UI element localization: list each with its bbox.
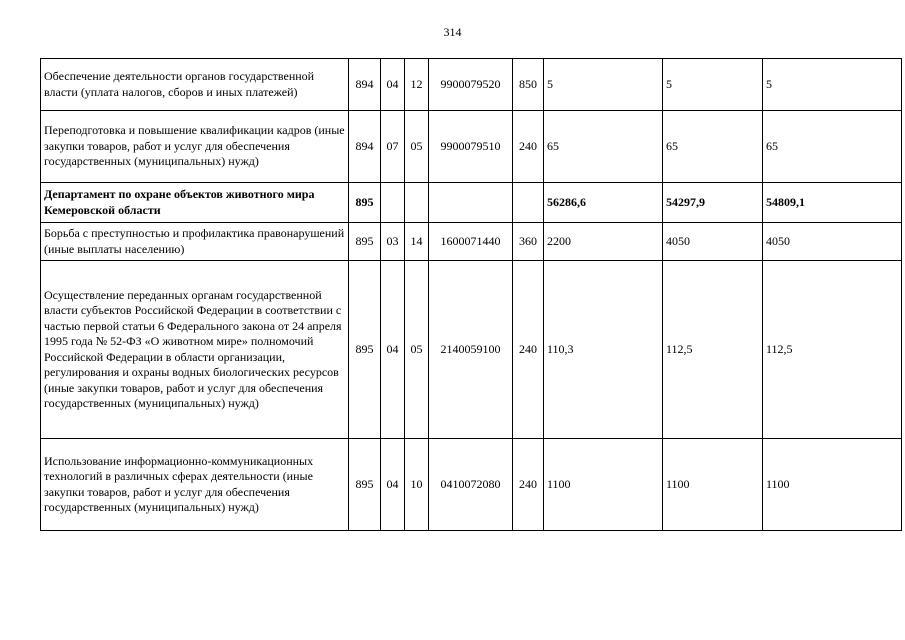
section-code: 07 (381, 111, 405, 183)
expense-type-code: 360 (513, 223, 544, 261)
table-row (41, 223, 902, 261)
row-description: Использование информационно-коммуникационных технологий в различных сферах деятельности (иные закупки товаров, работ и услуг для обеспечения государственных (муниципальных) нужд) (41, 439, 349, 531)
row-description: Департамент по охране объектов животного мира Кемеровской области (41, 183, 349, 223)
row-description: Переподготовка и повышение квалификации кадров (иные закупки товаров, работ и услуг для обеспечения государственных (муниципальных) нужд) (41, 111, 349, 183)
amount-year-3: 54809,1 (763, 183, 902, 223)
budget-table (40, 58, 902, 531)
grbs-code: 894 (349, 59, 381, 111)
section-code (381, 183, 405, 223)
subsection-code: 12 (405, 59, 429, 111)
grbs-code: 895 (349, 223, 381, 261)
expense-type-code: 240 (513, 261, 544, 439)
expense-type-code: 240 (513, 439, 544, 531)
amount-year-1: 2200 (544, 223, 663, 261)
table-row (41, 261, 902, 439)
amount-year-2: 54297,9 (663, 183, 763, 223)
table-row-department (41, 183, 902, 223)
section-code: 03 (381, 223, 405, 261)
amount-year-3: 1100 (763, 439, 902, 531)
grbs-code: 895 (349, 439, 381, 531)
amount-year-2: 5 (663, 59, 763, 111)
section-code: 04 (381, 261, 405, 439)
table-row (41, 111, 902, 183)
grbs-code: 895 (349, 261, 381, 439)
amount-year-2: 4050 (663, 223, 763, 261)
row-description: Борьба с преступностью и профилактика правонарушений (иные выплаты населению) (41, 223, 349, 261)
amount-year-1: 65 (544, 111, 663, 183)
table-row (41, 439, 902, 531)
amount-year-2: 65 (663, 111, 763, 183)
amount-year-2: 112,5 (663, 261, 763, 439)
section-code: 04 (381, 59, 405, 111)
row-description: Обеспечение деятельности органов государственной власти (уплата налогов, сборов и иных платежей) (41, 59, 349, 111)
row-description: Осуществление переданных органам государственной власти субъектов Российской Федерации в соответствии с частью первой статьи 6 Федерального закона от 24 апреля 1995 года № 52-ФЗ «О животном мире» полномочий Российской Федерации в области организации, регулирования и охраны водных биологических ресурсов (иные закупки товаров, работ и услуг для обеспечения государственных (муниципальных) нужд) (41, 261, 349, 439)
amount-year-3: 5 (763, 59, 902, 111)
amount-year-1: 56286,6 (544, 183, 663, 223)
subsection-code (405, 183, 429, 223)
grbs-code: 894 (349, 111, 381, 183)
target-article-code: 9900079520 (429, 59, 513, 111)
subsection-code: 05 (405, 111, 429, 183)
expense-type-code: 850 (513, 59, 544, 111)
amount-year-1: 5 (544, 59, 663, 111)
amount-year-3: 65 (763, 111, 902, 183)
amount-year-1: 1100 (544, 439, 663, 531)
table-row (41, 59, 902, 111)
target-article-code: 2140059100 (429, 261, 513, 439)
expense-type-code: 240 (513, 111, 544, 183)
target-article-code: 0410072080 (429, 439, 513, 531)
expense-type-code (513, 183, 544, 223)
subsection-code: 14 (405, 223, 429, 261)
amount-year-1: 110,3 (544, 261, 663, 439)
grbs-code: 895 (349, 183, 381, 223)
page-number: 314 (443, 25, 462, 39)
amount-year-3: 112,5 (763, 261, 902, 439)
amount-year-2: 1100 (663, 439, 763, 531)
subsection-code: 10 (405, 439, 429, 531)
target-article-code: 1600071440 (429, 223, 513, 261)
target-article-code: 9900079510 (429, 111, 513, 183)
section-code: 04 (381, 439, 405, 531)
target-article-code (429, 183, 513, 223)
amount-year-3: 4050 (763, 223, 902, 261)
subsection-code: 05 (405, 261, 429, 439)
